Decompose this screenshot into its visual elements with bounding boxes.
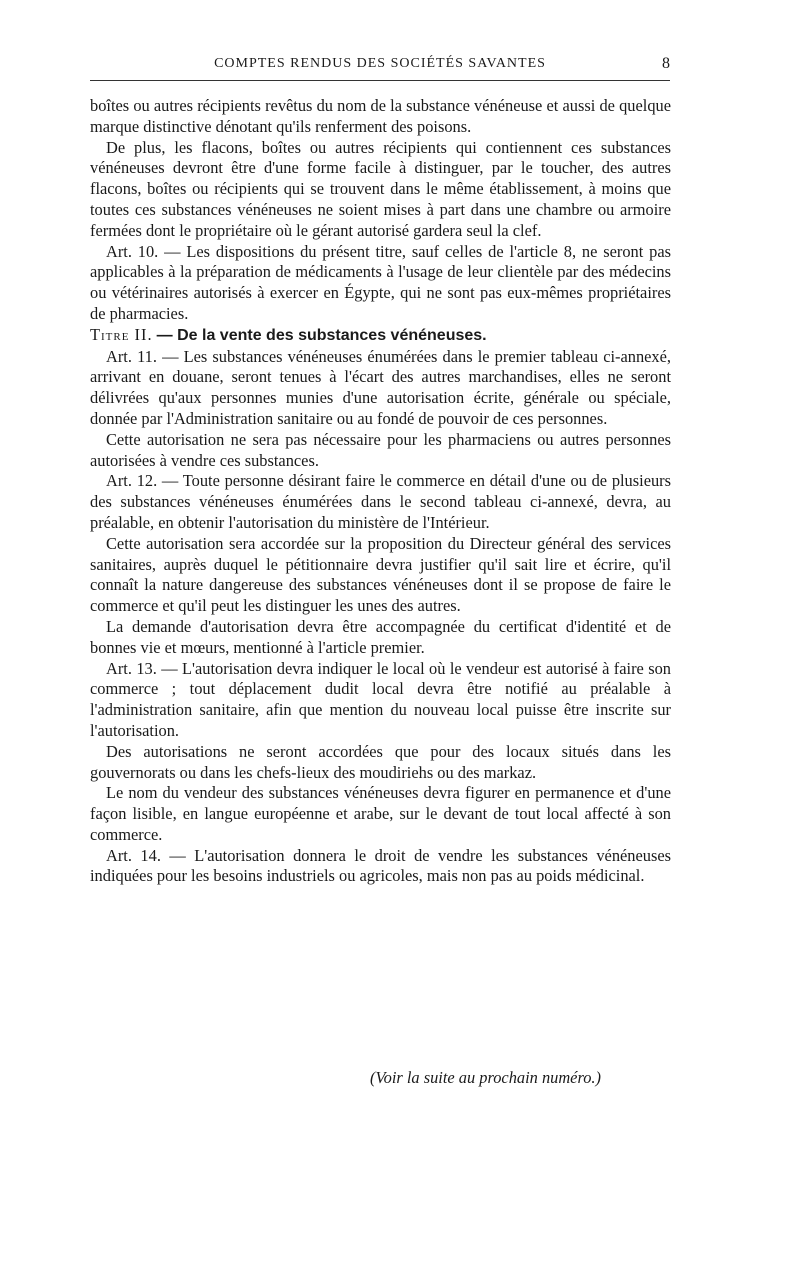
paragraph: Cette autorisation sera accordée sur la proposition du Directeur général des services sanitaires, auprès duquel le pétitionnaire devra justifier qu'il sait lire et écrire, qu'il connaît la nature dangereuse des substances vénéneuses dont il se propose de faire le commerce et qu'il peut les distinguer les unes des autres. xyxy=(90,533,671,616)
paragraph: Art. 10. — Les dispositions du présent titre, sauf celles de l'article 8, ne seront pas applicables à la préparation de médicaments à l'usage de leur clientèle par des médecins ou vétérinaires autorisés à exercer en Égypte, qui ne sont pas eux-mêmes propriétaires de pharmacies. xyxy=(90,241,671,323)
paragraph: Cette autorisation ne sera pas nécessaire pour les pharmaciens ou autres personnes autorisées à vendre ces substances. xyxy=(90,429,671,470)
running-title: COMPTES RENDUS DES SOCIÉTÉS SAVANTES xyxy=(214,56,546,71)
section-heading xyxy=(90,325,671,347)
paragraph: boîtes ou autres récipients revêtus du nom de la substance vénéneuse et aussi de quelque marque distinctive dénotant qu'ils renferment des poisons. xyxy=(90,96,671,136)
continuation-note: (Voir la suite au prochain numéro.) xyxy=(370,1068,601,1087)
running-header xyxy=(90,56,670,72)
paragraph: Art. 13. — L'autorisation devra indiquer le local où le vendeur est autorisé à faire son commerce ; tout déplacement dudit local devra être notifié au préalable à l'administration sanitaire, afin que mention du nouveau local puisse être inscrite sur l'autorisation. xyxy=(90,658,671,740)
paragraph: Des autorisations ne seront accordées que pour des locaux situés dans les gouvernorats ou dans les chefs-lieux des moudiriehs ou des markaz. xyxy=(90,741,671,782)
paragraph: Art. 14. — L'autorisation donnera le droit de vendre les substances vénéneuses indiquées pour les besoins industriels ou agricoles, mais non pas au poids médicinal. xyxy=(90,845,671,886)
paragraph: Art. 11. — Les substances vénéneuses énumérées dans le premier tableau ci-annexé, arrivant en douane, seront tenues à l'écart des autres marchandises, elles ne seront délivrées qu'aux personnes munies d'une autorisation écrite, générale ou spéciale, donnée par l'Administration sanitaire ou au fondé de pouvoir de ces personnes. xyxy=(90,346,671,428)
body-text xyxy=(90,96,671,887)
paragraph: Le nom du vendeur des substances vénéneuses devra figurer en permanence et d'une façon lisible, en langue européenne et arabe, sur le devant de tout local affecté à son commerce. xyxy=(90,783,671,844)
paragraph: De plus, les flacons, boîtes ou autres récipients qui contiennent ces substances vénéneuses devront être d'une forme facile à distinguer, par le toucher, des autres flacons, boîtes ou récipients qui se trouvent dans le même établissement, à moins que toutes ces substances vénéneuses ne soient mises à part dans une chambre ou armoire fermées dont le propriétaire où le gérant autorisé gardera seul la clef. xyxy=(90,137,671,240)
section-label: Titre II. xyxy=(90,324,153,344)
paragraph: Art. 12. — Toute personne désirant faire le commerce en détail d'une ou de plusieurs des substances vénéneuses énumérées dans le second tableau ci-annexé, devra, au préalable, en obtenir l'autorisation du ministère de l'Intérieur. xyxy=(90,471,671,532)
header-rule xyxy=(90,80,670,81)
section-title: — De la vente des substances vénéneuses. xyxy=(156,326,487,344)
paragraph: La demande d'autorisation devra être accompagnée du certificat d'identité et de bonnes vie et mœurs, mentionné à l'article premier. xyxy=(90,616,671,657)
page-number: 8 xyxy=(662,55,670,72)
